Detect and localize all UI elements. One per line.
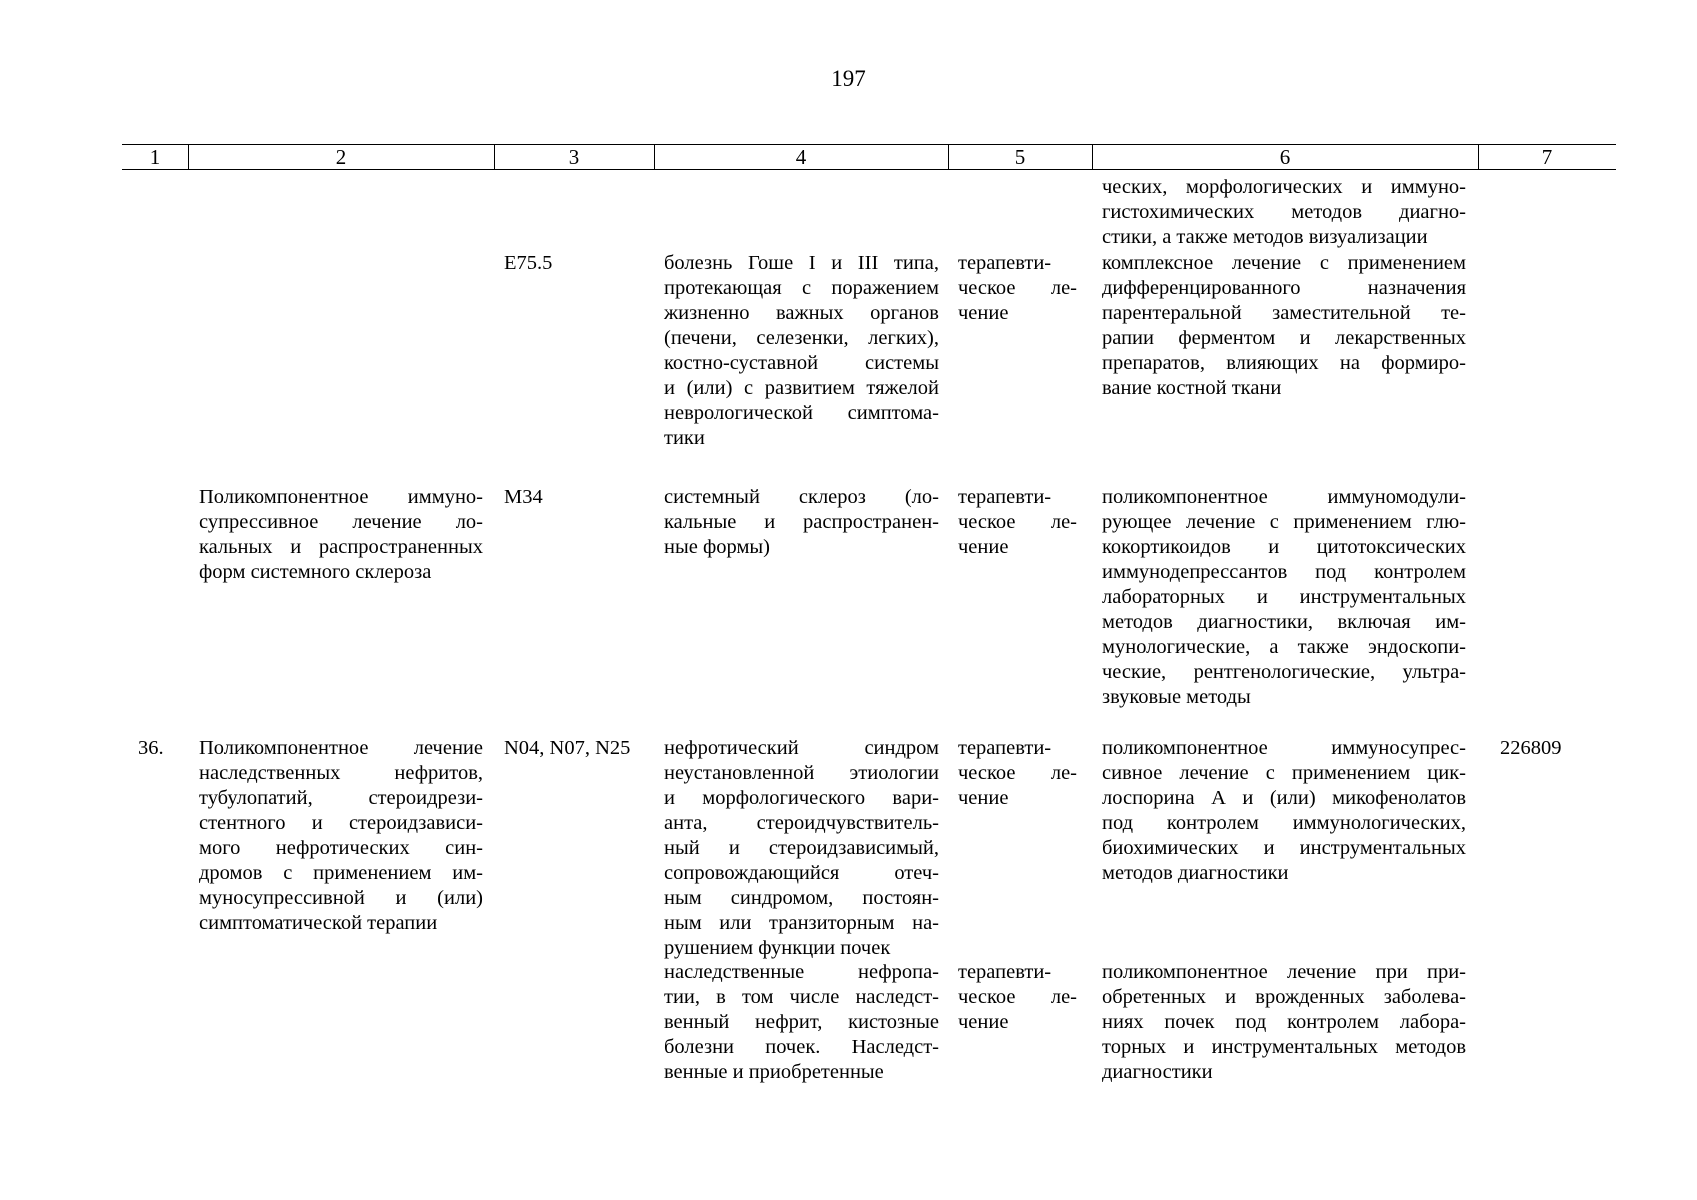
cell-line: венный нефрит, кистозные [664, 1011, 939, 1033]
patient-model-cell [664, 736, 939, 961]
treatment-type-cell [958, 736, 1077, 811]
cell-line: терапевти- [958, 486, 1052, 508]
cell-line: мого нефротических син- [199, 837, 483, 859]
cell-line: методов диагностики, включая им- [1102, 611, 1466, 633]
cell-line: рующее лечение с применением глю- [1102, 511, 1466, 533]
cell-line: препаратов, влияющих на формиро- [1102, 352, 1466, 374]
care-profile-cell [199, 736, 483, 936]
cell-line: ческое ле- [958, 762, 1077, 784]
icd-code-cell: E75.5 [504, 252, 553, 274]
cell-line: стентного и стероидзависи- [199, 812, 483, 834]
cell-line: форм системного склероза [199, 561, 432, 583]
cell-line: анта, стероидчувствитель- [664, 812, 939, 834]
cell-line: терапевти- [958, 252, 1052, 274]
cell-line: костно-суставной системы [664, 352, 939, 374]
column-header-6: 6 [1279, 145, 1291, 169]
cell-line: (печени, селезенки, легких), [664, 327, 939, 349]
column-header-7: 7 [1541, 145, 1553, 169]
cell-line: мунологические, а также эндоскопи- [1102, 636, 1466, 658]
cell-line: гистохимических методов диагно- [1102, 201, 1466, 223]
cell-line: ческое ле- [958, 511, 1077, 533]
cell-line: чение [958, 787, 1009, 809]
cell-line: дифференцированного назначения [1102, 277, 1466, 299]
cell-line: чение [958, 1011, 1009, 1033]
row-number: 36. [138, 737, 164, 759]
cell-line: супрессивное лечение ло- [199, 511, 483, 533]
cell-line: неустановленной этиологии [664, 762, 939, 784]
cell-line: кокортикоидов и цитотоксических [1102, 536, 1466, 558]
cell-line: под контролем иммунологических, [1102, 812, 1466, 834]
column-header-3: 3 [568, 145, 580, 169]
treatment-method-cell [1102, 736, 1466, 886]
cell-line: иммунодепрессантов под контролем [1102, 561, 1466, 583]
cell-line: лабораторных и инструментальных [1102, 586, 1466, 608]
cell-line: наследственные нефропа- [664, 961, 939, 983]
cell-line: звуковые методы [1102, 686, 1251, 708]
cell-line: поликомпонентное лечение при при- [1102, 961, 1466, 983]
icd-code-cell: N04, N07, N25 [504, 737, 631, 759]
cell-line: рапии ферментом и лекарственных [1102, 327, 1466, 349]
cell-line: сивное лечение с применением цик- [1102, 762, 1466, 784]
cell-line: жизненно важных органов [664, 302, 939, 324]
icd-code-cell: M34 [504, 486, 543, 508]
continued-method-text [1102, 175, 1466, 250]
column-header-5: 5 [1014, 145, 1026, 169]
cell-line: методов диагностики [1102, 862, 1289, 884]
cell-line: стики, а также методов визуализации [1102, 226, 1428, 248]
cell-line: сопровождающийся отеч- [664, 862, 939, 884]
page-number: 197 [831, 66, 866, 91]
treatment-method-cell [1102, 485, 1466, 710]
cell-line: болезнь Гоше I и III типа, [664, 252, 939, 274]
cell-line: чение [958, 302, 1009, 324]
cell-line: комплексное лечение с применением [1102, 252, 1466, 274]
cell-line: протекающая с поражением [664, 277, 939, 299]
cell-line: кальных и распространенных [199, 536, 483, 558]
cell-line: ный и стероидзависимый, [664, 837, 939, 859]
cell-line: наследственных нефритов, [199, 762, 483, 784]
cell-line: биохимических и инструментальных [1102, 837, 1466, 859]
cell-line: лоспорина А и (или) микофенолатов [1102, 787, 1466, 809]
cell-line: дромов с применением им- [199, 862, 483, 884]
cell-line: парентеральной заместительной те- [1102, 302, 1466, 324]
cell-line: ные формы) [664, 536, 771, 558]
cell-line: вание костной ткани [1102, 377, 1282, 399]
cell-line: и морфологического вари- [664, 787, 939, 809]
cell-line: диагностики [1102, 1061, 1213, 1083]
treatment-method-cell [1102, 960, 1466, 1085]
treatment-method-cell [1102, 251, 1466, 401]
cell-line: ческое ле- [958, 986, 1077, 1008]
cell-line: болезни почек. Наследст- [664, 1036, 939, 1058]
cell-line: обретенных и врожденных заболева- [1102, 986, 1466, 1008]
cell-line: тики [664, 427, 705, 449]
patient-model-cell [664, 251, 939, 451]
cell-line: и (или) с развитием тяжелой [664, 377, 939, 399]
cell-line: ческих, морфологических и иммуно- [1102, 176, 1466, 198]
cost-cell: 226809 [1500, 737, 1562, 759]
cell-line: ниях почек под контролем лабора- [1102, 1011, 1466, 1033]
table-header-row [122, 144, 1616, 170]
cell-line: тубулопатий, стероидрези- [199, 787, 483, 809]
cell-line: муносупрессивной и (или) [199, 887, 483, 909]
cell-line: торных и инструментальных методов [1102, 1036, 1466, 1058]
cell-line: Поликомпонентное лечение [199, 737, 483, 759]
cell-line: венные и приобретенные [664, 1061, 884, 1083]
column-header-1: 1 [149, 145, 161, 169]
cell-line: ным или транзиторным на- [664, 912, 939, 934]
cell-line: кальные и распространен- [664, 511, 939, 533]
cell-line: терапевти- [958, 737, 1052, 759]
cell-line: ческое ле- [958, 277, 1077, 299]
patient-model-cell [664, 485, 939, 560]
cell-line: ческие, рентгенологические, ультра- [1102, 661, 1466, 683]
treatment-type-cell [958, 960, 1077, 1035]
cell-line: симптоматической терапии [199, 912, 438, 934]
treatment-type-cell [958, 485, 1077, 560]
cell-line: неврологической симптома- [664, 402, 939, 424]
cell-line: Поликомпонентное иммуно- [199, 486, 483, 508]
cell-line: системный склероз (ло- [664, 486, 939, 508]
column-header-2: 2 [335, 145, 347, 169]
column-header-4: 4 [795, 145, 807, 169]
cell-line: ным синдромом, постоян- [664, 887, 939, 909]
cell-line: чение [958, 536, 1009, 558]
cell-line: рушением функции почек [664, 937, 891, 959]
cell-line: нефротический синдром [664, 737, 939, 759]
treatment-type-cell [958, 251, 1077, 326]
patient-model-cell [664, 960, 939, 1085]
cell-line: терапевти- [958, 961, 1052, 983]
cell-line: поликомпонентное иммуносупрес- [1102, 737, 1466, 759]
cell-line: тии, в том числе наследст- [664, 986, 939, 1008]
cell-line: поликомпонентное иммуномодули- [1102, 486, 1466, 508]
care-profile-cell [199, 485, 483, 585]
